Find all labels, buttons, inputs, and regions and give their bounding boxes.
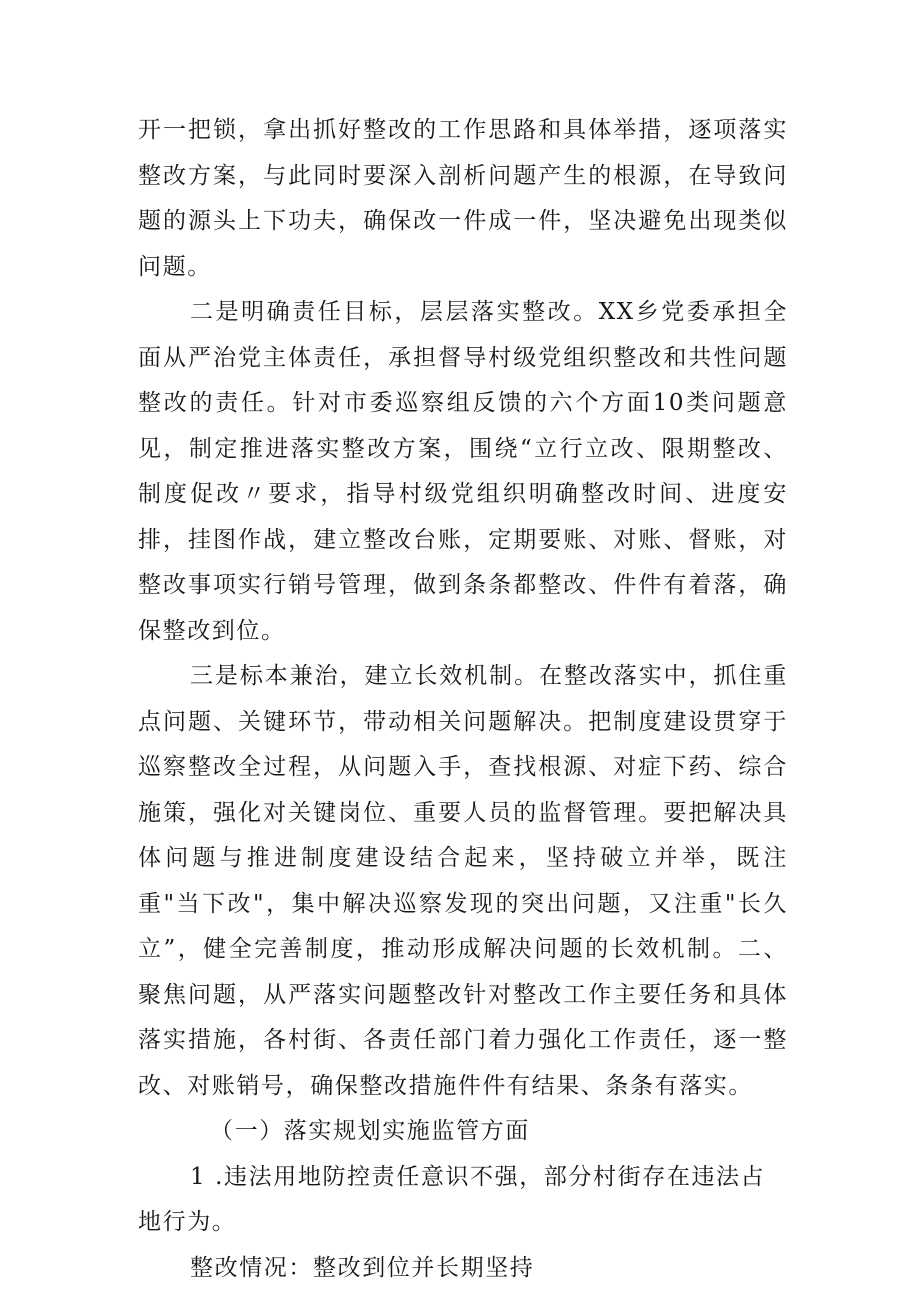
document-body [138, 108, 788, 1291]
paragraph-long-term-mechanism: 三是标本兼治，建立长效机制。在整改落实中，抓住重点问题、关键环节，带动相关问题解决。把制度建设贯穿于巡察整改全过程，从问题入手，查找根源、对症下药、综合施策，强化对关键岗位、重要人员的监督管理。要把解决具体问题与推进制度建设结合起来，坚持破立并举，既注重"当下改"，集中解决巡察发现的突出问题，又注重"长久立”，健全完善制度，推动形成解决问题的长效机制。二、聚焦问题，从严落实问题整改针对整改工作主要任务和具体落实措施，各村街、各责任部门着力强化工作责任，逐一整改、对账销号，确保整改措施件件有结果、条条有落实。 [138, 663, 788, 1099]
paragraph-continuation: 开一把锁，拿出抓好整改的工作思路和具体举措，逐项落实整改方案，与此同时要深入剖析问题产生的根源，在导致问题的源头上下功夫，确保改一件成一件，坚决避免出现类似问题。 [138, 117, 788, 280]
paragraph-responsibility: 二是明确责任目标，层层落实整改。XX乡党委承担全面从严治党主体责任，承担督导村级党组织整改和共性问题整改的责任。针对市委巡察组反馈的六个方面10类问题意见，制定推进落实整改方案，围绕“立行立改、限期整改、制度促改〃要求，指导村级党组织明确整改时间、进度安排，挂图作战，建立整改台账，定期要账、对账、督账，对整改事项实行销号管理，做到条条都整改、件件有着落，确保整改到位。 [138, 299, 788, 644]
problem-item: 1 .违法用地防控责任意识不强，部分村街存在违法占地行为。 [138, 1163, 766, 1235]
section-heading: （一）落实规划实施监管方面 [210, 1118, 530, 1144]
rectification-status: 整改情况：整改到位并长期坚持 [190, 1254, 535, 1281]
